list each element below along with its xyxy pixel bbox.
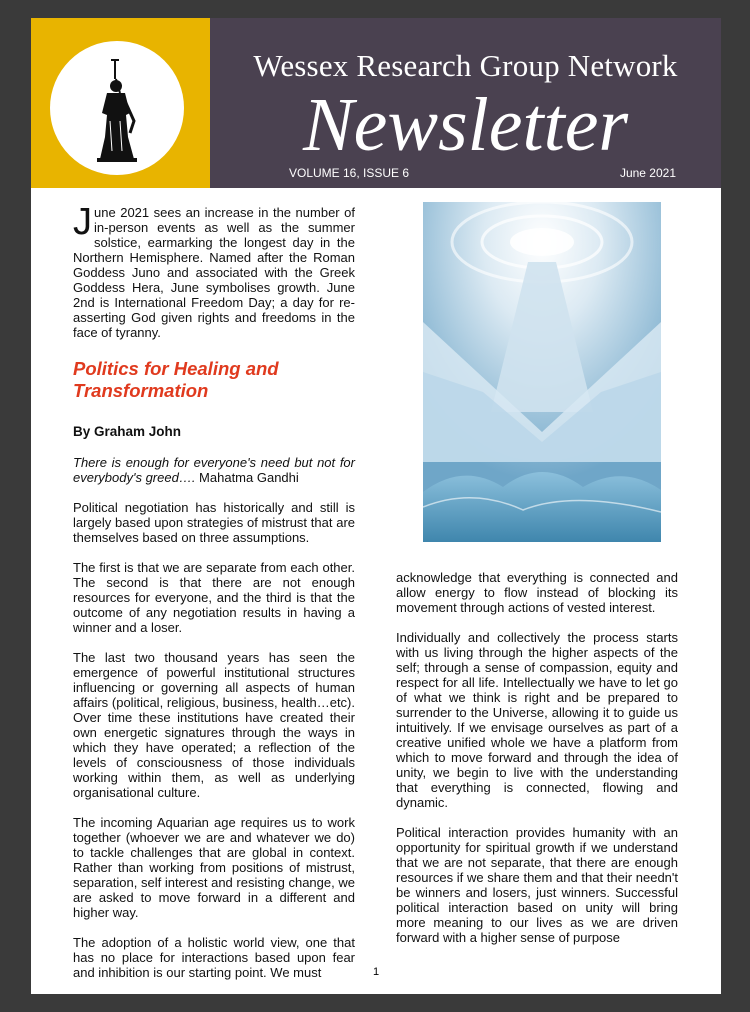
- spiritual-painting: [423, 202, 661, 542]
- paragraph: The adoption of a holistic world view, one that has no place for interactions based upon fear and inhibition is our starting point. We must: [73, 935, 355, 980]
- paragraph: Political negotiation has historically and still is largely based upon strategies of mistrust that are themselves based on three assumptions.: [73, 500, 355, 545]
- masthead-title: Newsletter: [302, 83, 629, 167]
- paragraph: Individually and collectively the process starts with us living through the higher aspects of the self; through a sense of compassion, equity and respect for all life. Intellectually we have to let go of what we think is right and be prepared to surrender to the Universe, allowing it to guide us intuitively. If we envisage ourselves as part of a creative unified whole we have a platform from which to move forward and through the idea of unity, we begin to live with the understanding that everything is connected, flowing and dynamic.: [396, 630, 678, 810]
- paragraph: The last two thousand years has seen the emergence of powerful institutional structures influencing or governing all aspects of human affairs (political, religious, business, health…etc). Over time these institutions have created their own energetic signatures through the ways in which they have operated; a reflection of the levels of consciousness of those individuals working within them, as well as underlying organisational culture.: [73, 650, 355, 800]
- right-column: [396, 570, 678, 960]
- paragraph: The incoming Aquarian age requires us to work together (whoever we are and whatever we do) to tackle challenges that are global in context. Rather than working from positions of mistrust, separation, self interest and resisting change, we are asked to move forward in a different and higher way.: [73, 815, 355, 920]
- quote-text: There is enough for everyone's need but not for everybody's greed….: [73, 455, 355, 485]
- paragraph: The first is that we are separate from each other. The second is that there are not enough resources for everyone, and the third is that the outcome of any negotiation results in having a winner and a loser.: [73, 560, 355, 635]
- volume-issue: VOLUME 16, ISSUE 6: [289, 166, 410, 180]
- newsletter-page: [31, 18, 721, 994]
- drop-cap: J: [73, 201, 92, 243]
- quote-author: Mahatma Gandhi: [195, 470, 299, 485]
- intro-text: une 2021 sees an increase in the number of in-person events as well as the summer solstice, earmarking the longest day in the Northern Hemisphere. Named after the Roman Goddess Juno and associated with the Greek Goddess Hera, June symbolises growth. June 2nd is International Freedom Day; a day for re-asserting God given rights and freedoms in the face of tyranny.: [73, 205, 355, 340]
- organization-name: Wessex Research Group Network: [253, 48, 678, 83]
- statue-logo: [50, 41, 184, 175]
- paragraph: acknowledge that everything is connected and allow energy to flow instead of blocking its movement through actions of vested interest.: [396, 570, 678, 615]
- issue-date: June 2021: [619, 166, 676, 180]
- intro-paragraph: [73, 201, 355, 340]
- header-banner: [210, 18, 721, 188]
- byline: By Graham John: [73, 424, 182, 439]
- logo-panel: [31, 18, 210, 188]
- paragraph: Political interaction provides humanity with an opportunity for spiritual growth if we understand that we are not separate, that there are enough resources if we share them and that their needn't be winners and losers, just winners. Successful political interaction based on unity will bring more meaning to our lives as we are driven forward with a higher sense of purpose: [396, 825, 678, 945]
- article-title: Politics for Healing and Transformation: [73, 358, 279, 401]
- left-column: [73, 201, 355, 995]
- page-number: 1: [372, 966, 380, 978]
- epigraph: [73, 455, 355, 485]
